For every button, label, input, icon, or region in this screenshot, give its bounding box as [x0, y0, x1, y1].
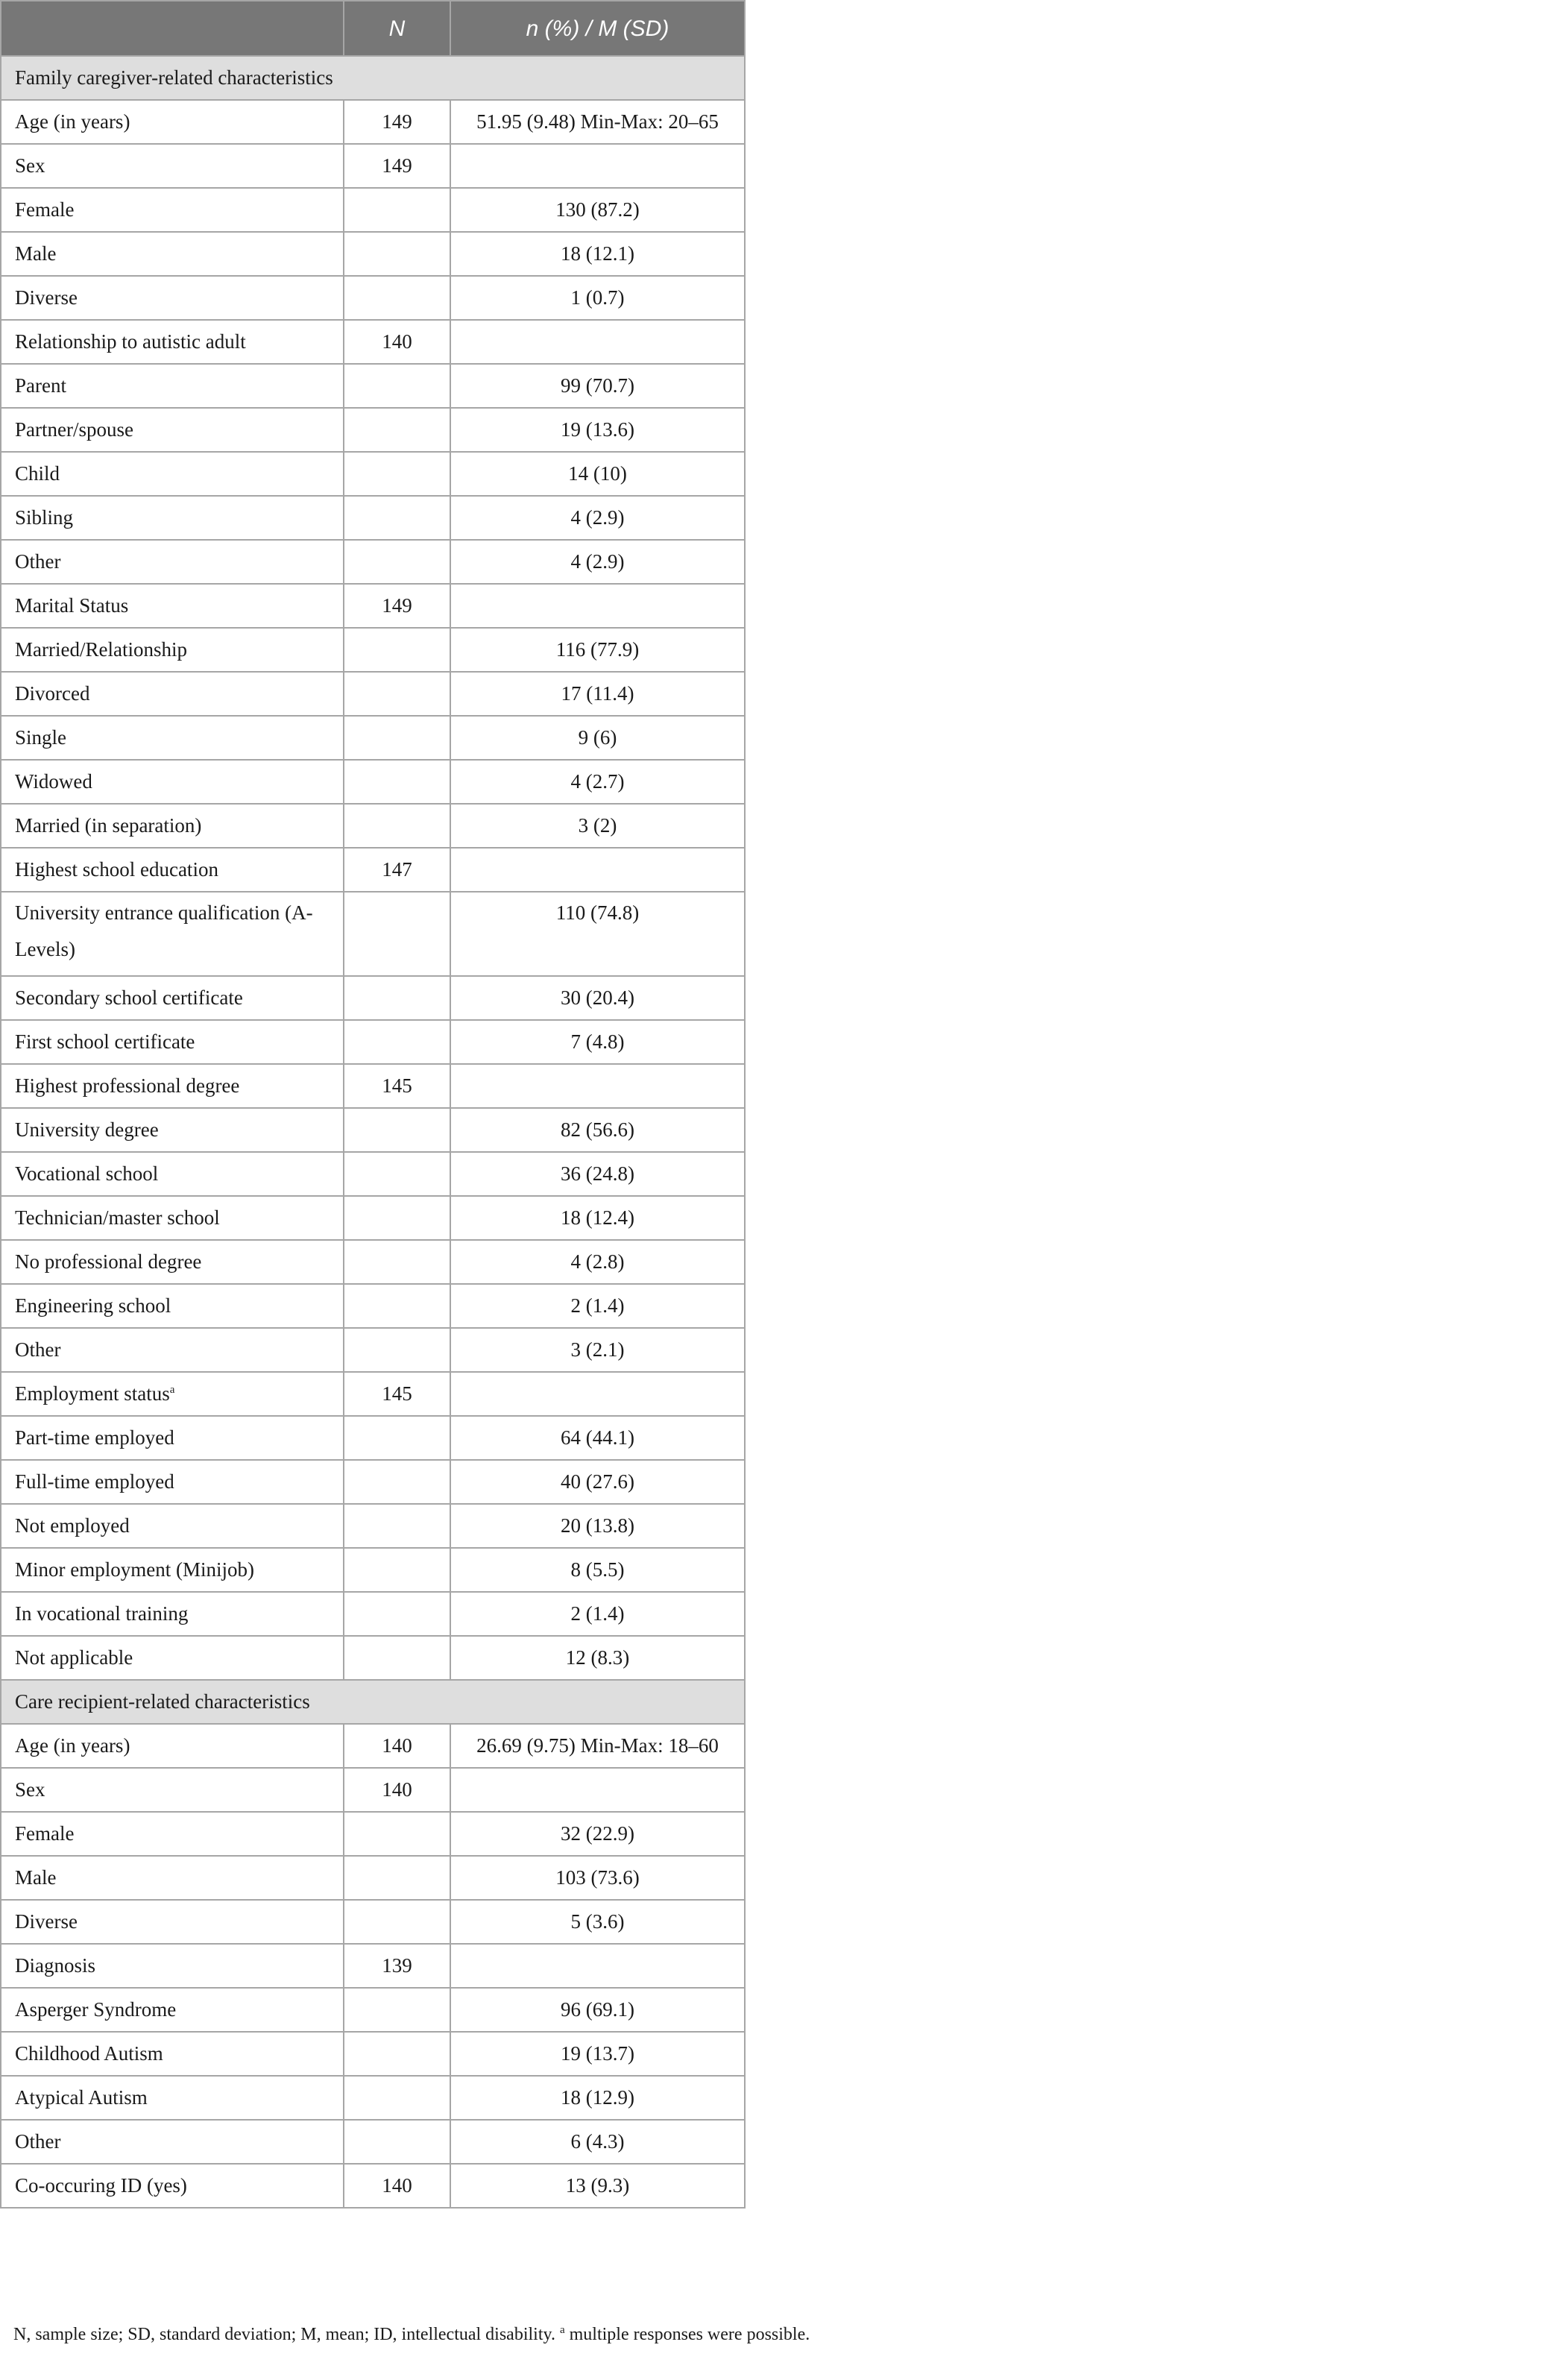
row-label-text: Employment status — [15, 1382, 170, 1405]
row-label — [1, 1020, 344, 1064]
row-n — [344, 1284, 450, 1328]
row-label — [1, 1548, 344, 1592]
row-label — [1, 1240, 344, 1284]
row-value: 17 (11.4) — [450, 672, 745, 716]
row-label — [1, 1636, 344, 1680]
table-footnote — [13, 2325, 810, 2345]
row-n: 145 — [344, 1064, 450, 1108]
row-label-text: Minor employment (Minijob) — [15, 1558, 254, 1581]
row-value — [450, 1064, 745, 1108]
row-label-text: Male — [15, 242, 57, 265]
row-n — [344, 1328, 450, 1372]
table-row — [1, 1944, 745, 1988]
row-value: 36 (24.8) — [450, 1152, 745, 1196]
row-label-text: Age (in years) — [15, 1734, 130, 1757]
row-label-text: In vocational training — [15, 1602, 189, 1625]
row-n — [344, 1240, 450, 1284]
row-n — [344, 2076, 450, 2120]
row-n — [344, 1812, 450, 1856]
row-n — [344, 408, 450, 452]
demographics-table — [0, 0, 746, 2209]
row-label — [1, 1328, 344, 1372]
header-n-column: N — [344, 1, 450, 56]
row-value: 19 (13.6) — [450, 408, 745, 452]
table-row — [1, 1064, 745, 1108]
table-row — [1, 1372, 745, 1416]
row-label — [1, 804, 344, 848]
table-row — [1, 760, 745, 804]
row-n — [344, 804, 450, 848]
row-label — [1, 716, 344, 760]
row-value: 64 (44.1) — [450, 1416, 745, 1460]
table-row — [1, 144, 745, 188]
row-value: 110 (74.8) — [450, 892, 745, 976]
row-label-text: Partner/spouse — [15, 418, 133, 441]
row-label — [1, 1284, 344, 1328]
row-label-text: Technician/master school — [15, 1206, 220, 1229]
table-row — [1, 1724, 745, 1768]
row-value — [450, 1372, 745, 1416]
table-row — [1, 1328, 745, 1372]
row-label — [1, 2164, 344, 2208]
row-label — [1, 1988, 344, 2032]
row-n — [344, 1900, 450, 1944]
row-value: 18 (12.9) — [450, 2076, 745, 2120]
row-label — [1, 1108, 344, 1152]
row-value: 18 (12.1) — [450, 232, 745, 276]
row-value: 26.69 (9.75) Min-Max: 18–60 — [450, 1724, 745, 1768]
row-n — [344, 1592, 450, 1636]
row-n — [344, 1108, 450, 1152]
row-value: 99 (70.7) — [450, 364, 745, 408]
row-label-text: No professional degree — [15, 1250, 202, 1273]
row-label — [1, 1152, 344, 1196]
table-row — [1, 1284, 745, 1328]
table-row — [1, 540, 745, 584]
row-label-text: Highest professional degree — [15, 1074, 240, 1097]
row-value: 30 (20.4) — [450, 976, 745, 1020]
row-n: 149 — [344, 100, 450, 144]
table-row — [1, 672, 745, 716]
section-label: Family caregiver-related characteristics — [1, 56, 745, 100]
row-n: 147 — [344, 848, 450, 892]
table-row — [1, 452, 745, 496]
row-label — [1, 1064, 344, 1108]
row-label-text: Secondary school certificate — [15, 986, 243, 1009]
row-label-text: Other — [15, 2130, 61, 2153]
table-row — [1, 716, 745, 760]
row-label-text: Male — [15, 1866, 57, 1889]
row-label — [1, 408, 344, 452]
row-n — [344, 540, 450, 584]
row-n — [344, 1152, 450, 1196]
row-label-text: Other — [15, 1338, 61, 1361]
table-row — [1, 1152, 745, 1196]
row-value: 7 (4.8) — [450, 1020, 745, 1064]
table-row — [1, 1196, 745, 1240]
table-row — [1, 2076, 745, 2120]
row-n: 140 — [344, 320, 450, 364]
row-label — [1, 1416, 344, 1460]
row-label-text: Diverse — [15, 286, 78, 309]
row-n — [344, 672, 450, 716]
row-label-text: Co-occuring ID (yes) — [15, 2174, 187, 2197]
row-label-text: Sex — [15, 154, 45, 177]
row-value: 82 (56.6) — [450, 1108, 745, 1152]
row-n — [344, 892, 450, 976]
table-row — [1, 848, 745, 892]
row-value: 20 (13.8) — [450, 1504, 745, 1548]
row-label-text: Single — [15, 726, 67, 749]
row-value: 96 (69.1) — [450, 1988, 745, 2032]
row-n — [344, 496, 450, 540]
row-label — [1, 1196, 344, 1240]
row-label-text: Asperger Syndrome — [15, 1998, 177, 2021]
header-label-column — [1, 1, 344, 56]
row-n — [344, 1020, 450, 1064]
row-n — [344, 760, 450, 804]
row-label — [1, 760, 344, 804]
row-label — [1, 188, 344, 232]
row-label-text: Diagnosis — [15, 1954, 95, 1977]
row-label-text: University entrance qualification (A-Levels) — [15, 901, 313, 960]
row-label-text: Sibling — [15, 506, 74, 529]
row-label — [1, 496, 344, 540]
section-label: Care recipient-related characteristics — [1, 1680, 745, 1724]
row-value — [450, 144, 745, 188]
table-row — [1, 1812, 745, 1856]
row-value — [450, 320, 745, 364]
row-label-text: Child — [15, 462, 60, 485]
row-label-text: Married/Relationship — [15, 638, 187, 661]
row-value — [450, 1768, 745, 1812]
row-label-text: Diverse — [15, 1910, 78, 1933]
section-header-row — [1, 56, 745, 100]
row-label — [1, 1592, 344, 1636]
row-n: 140 — [344, 2164, 450, 2208]
row-value: 3 (2.1) — [450, 1328, 745, 1372]
row-label — [1, 276, 344, 320]
row-value: 14 (10) — [450, 452, 745, 496]
table-row — [1, 1592, 745, 1636]
row-label — [1, 584, 344, 628]
row-value: 4 (2.8) — [450, 1240, 745, 1284]
row-value: 12 (8.3) — [450, 1636, 745, 1680]
row-label-text: Childhood Autism — [15, 2042, 163, 2065]
row-label-text: Atypical Autism — [15, 2086, 148, 2109]
row-value: 4 (2.9) — [450, 496, 745, 540]
footnote-marker: a — [169, 1384, 175, 1396]
row-n — [344, 2032, 450, 2076]
row-n — [344, 276, 450, 320]
row-value: 6 (4.3) — [450, 2120, 745, 2164]
row-label-text: Female — [15, 1822, 75, 1845]
row-n — [344, 232, 450, 276]
row-n — [344, 1460, 450, 1504]
row-n: 139 — [344, 1944, 450, 1988]
row-label-text: Other — [15, 550, 61, 573]
row-n: 140 — [344, 1768, 450, 1812]
row-value: 19 (13.7) — [450, 2032, 745, 2076]
table-row — [1, 408, 745, 452]
row-label — [1, 1460, 344, 1504]
row-label — [1, 1944, 344, 1988]
table-row — [1, 1460, 745, 1504]
row-value — [450, 584, 745, 628]
table-row — [1, 804, 745, 848]
row-label — [1, 364, 344, 408]
row-label-text: Sex — [15, 1778, 45, 1801]
row-label — [1, 232, 344, 276]
table-row — [1, 320, 745, 364]
row-label-text: University degree — [15, 1118, 159, 1141]
row-value: 32 (22.9) — [450, 1812, 745, 1856]
row-value: 8 (5.5) — [450, 1548, 745, 1592]
row-value: 2 (1.4) — [450, 1284, 745, 1328]
row-n: 149 — [344, 144, 450, 188]
row-label — [1, 452, 344, 496]
footnote-text-2: multiple responses were possible. — [564, 2325, 810, 2344]
row-n — [344, 2120, 450, 2164]
table-row — [1, 628, 745, 672]
row-label-text: Married (in separation) — [15, 814, 202, 837]
row-label — [1, 2032, 344, 2076]
row-label — [1, 1724, 344, 1768]
row-label — [1, 100, 344, 144]
row-n — [344, 1988, 450, 2032]
row-n: 140 — [344, 1724, 450, 1768]
row-n: 149 — [344, 584, 450, 628]
row-label-text: Relationship to autistic adult — [15, 330, 246, 353]
row-label — [1, 628, 344, 672]
row-label-text: Vocational school — [15, 1162, 159, 1185]
row-label — [1, 144, 344, 188]
row-n — [344, 1856, 450, 1900]
row-label — [1, 1768, 344, 1812]
footnote-marker: a — [559, 2324, 565, 2336]
row-n — [344, 1636, 450, 1680]
row-label-text: Part-time employed — [15, 1426, 174, 1449]
row-label — [1, 2076, 344, 2120]
row-label — [1, 540, 344, 584]
row-n — [344, 1504, 450, 1548]
row-value: 18 (12.4) — [450, 1196, 745, 1240]
row-label-text: Female — [15, 198, 75, 221]
row-n — [344, 452, 450, 496]
table-row — [1, 364, 745, 408]
row-n — [344, 716, 450, 760]
row-value: 4 (2.9) — [450, 540, 745, 584]
row-value: 103 (73.6) — [450, 1856, 745, 1900]
row-value: 3 (2) — [450, 804, 745, 848]
row-label-text: Not employed — [15, 1514, 130, 1537]
row-label — [1, 672, 344, 716]
row-value: 2 (1.4) — [450, 1592, 745, 1636]
table-row — [1, 232, 745, 276]
row-n — [344, 364, 450, 408]
table-row — [1, 2120, 745, 2164]
row-value — [450, 1944, 745, 1988]
row-label-text: Not applicable — [15, 1646, 133, 1669]
header-value-column: n (%) / M (SD) — [450, 1, 745, 56]
row-value: 1 (0.7) — [450, 276, 745, 320]
row-label-text: Divorced — [15, 682, 90, 705]
table-row — [1, 100, 745, 144]
row-n — [344, 976, 450, 1020]
row-n — [344, 1416, 450, 1460]
row-label-text: Full-time employed — [15, 1470, 174, 1493]
row-label-text: Widowed — [15, 770, 92, 793]
table-row — [1, 2032, 745, 2076]
table-row — [1, 188, 745, 232]
row-label — [1, 1372, 344, 1416]
row-value: 116 (77.9) — [450, 628, 745, 672]
table-row — [1, 892, 745, 976]
row-n: 145 — [344, 1372, 450, 1416]
table-row — [1, 1856, 745, 1900]
table-row — [1, 1768, 745, 1812]
row-n — [344, 1196, 450, 1240]
row-value: 5 (3.6) — [450, 1900, 745, 1944]
table-row — [1, 1108, 745, 1152]
row-label-text: Highest school education — [15, 858, 218, 881]
row-value: 40 (27.6) — [450, 1460, 745, 1504]
table-header-row — [1, 1, 745, 56]
row-value: 13 (9.3) — [450, 2164, 745, 2208]
row-n — [344, 628, 450, 672]
row-value: 130 (87.2) — [450, 188, 745, 232]
table-row — [1, 1988, 745, 2032]
row-label-text: Marital Status — [15, 594, 129, 617]
row-label — [1, 1856, 344, 1900]
table-row — [1, 1416, 745, 1460]
row-label — [1, 320, 344, 364]
footnote-text: N, sample size; SD, standard deviation; M, mean; ID, intellectual disability. — [13, 2325, 555, 2344]
row-label — [1, 2120, 344, 2164]
row-label-text: Parent — [15, 374, 66, 397]
row-label — [1, 1900, 344, 1944]
section-header-row — [1, 1680, 745, 1724]
table-row — [1, 1020, 745, 1064]
table-row — [1, 1900, 745, 1944]
row-value: 9 (6) — [450, 716, 745, 760]
table-row — [1, 1240, 745, 1284]
row-value: 4 (2.7) — [450, 760, 745, 804]
table-row — [1, 976, 745, 1020]
table-row — [1, 276, 745, 320]
row-label — [1, 1504, 344, 1548]
row-n — [344, 1548, 450, 1592]
row-label-text: First school certificate — [15, 1030, 195, 1053]
table-row — [1, 1504, 745, 1548]
table-body — [1, 56, 745, 2208]
table-row — [1, 1548, 745, 1592]
table-row — [1, 496, 745, 540]
row-label — [1, 892, 344, 976]
row-value: 51.95 (9.48) Min-Max: 20–65 — [450, 100, 745, 144]
row-label — [1, 1812, 344, 1856]
table-row — [1, 2164, 745, 2208]
row-value — [450, 848, 745, 892]
table-row — [1, 1636, 745, 1680]
row-label-text: Engineering school — [15, 1294, 171, 1317]
row-n — [344, 188, 450, 232]
row-label-text: Age (in years) — [15, 110, 130, 133]
row-label — [1, 848, 344, 892]
row-label — [1, 976, 344, 1020]
table-row — [1, 584, 745, 628]
